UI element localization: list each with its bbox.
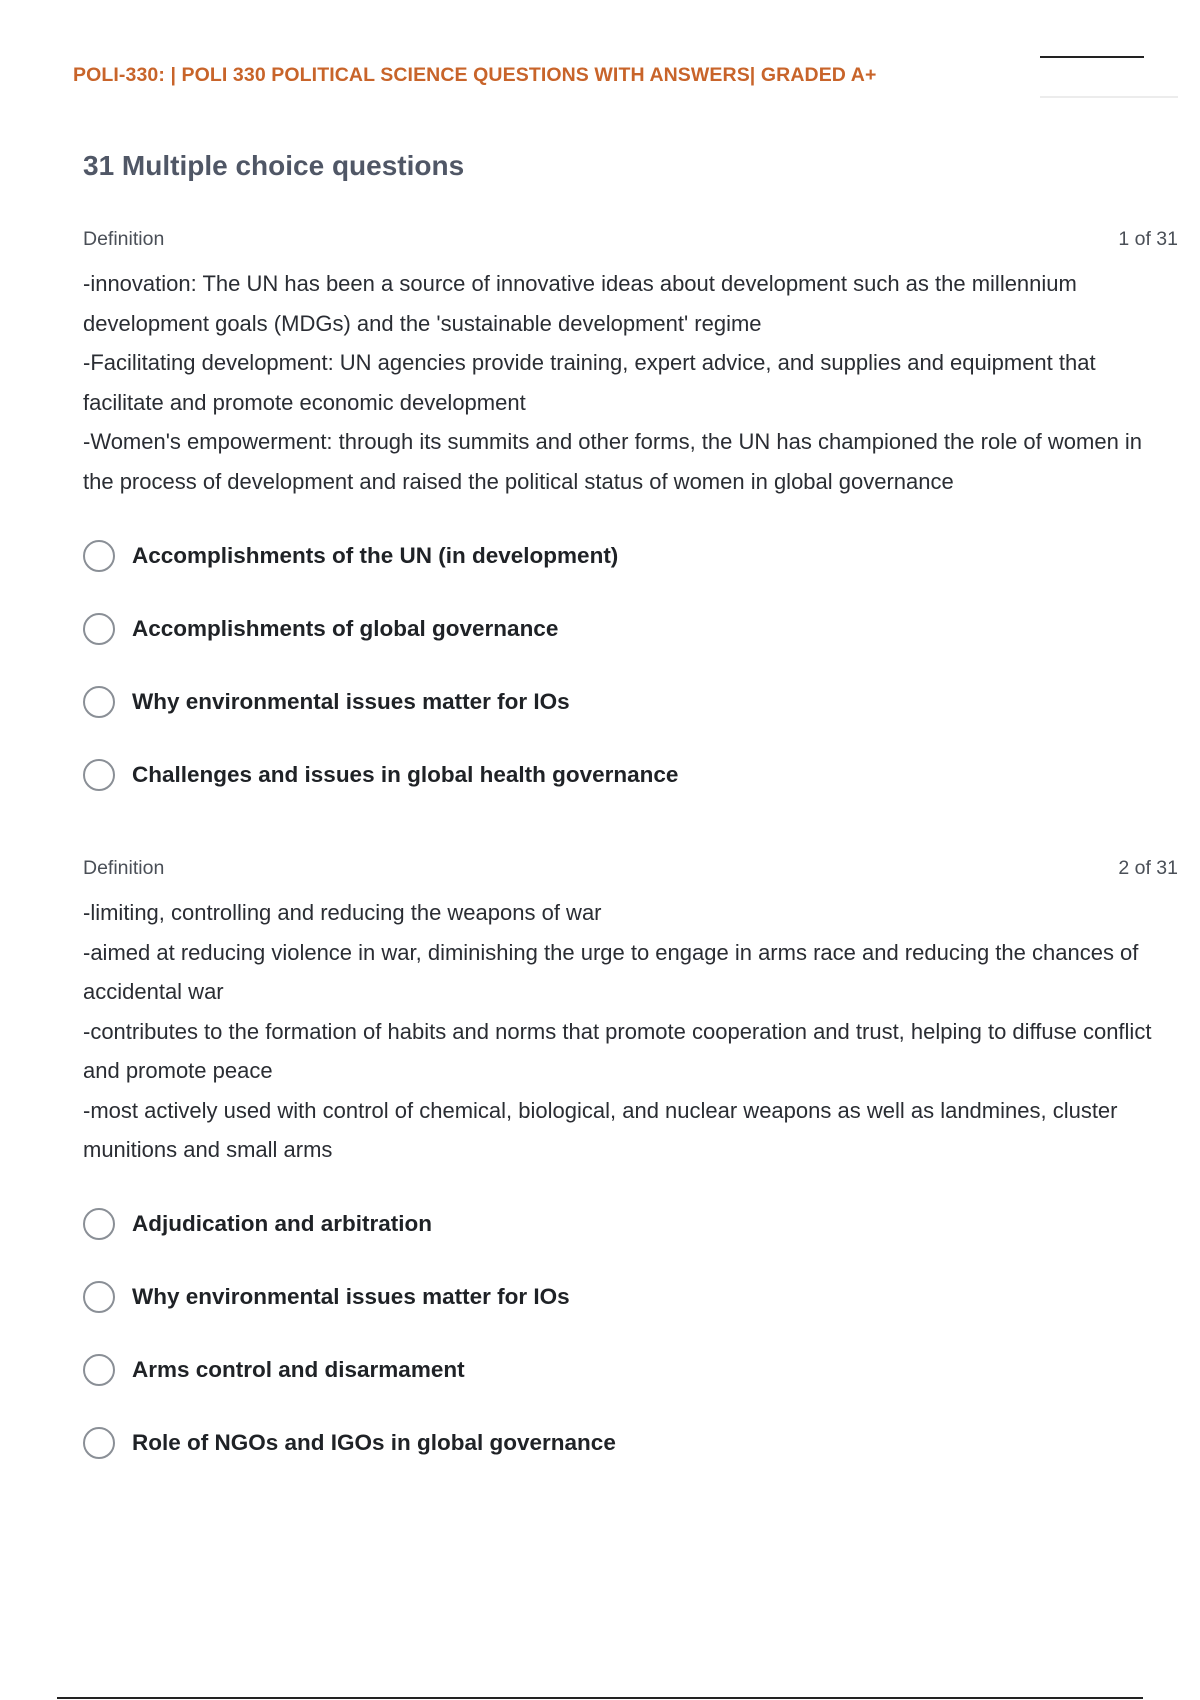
radio-button-icon[interactable] (83, 1354, 115, 1386)
definition-paragraph: -limiting, controlling and reducing the weapons of war (83, 900, 602, 925)
footer-rule (57, 1697, 1143, 1699)
header-rule-bottom (1040, 96, 1178, 98)
radio-button-icon[interactable] (83, 759, 115, 791)
answer-option[interactable] (83, 1261, 1178, 1334)
answer-option[interactable] (83, 738, 1178, 811)
answer-option-label: Adjudication and arbitration (132, 1211, 433, 1236)
radio-button-icon[interactable] (83, 1208, 115, 1240)
question-definition (83, 264, 1158, 501)
question-counter: 2 of 31 (1118, 857, 1178, 879)
answer-option-label: Why environmental issues matter for IOs (132, 688, 570, 714)
answer-options (83, 1188, 1178, 1480)
section-title: 31 Multiple choice questions (83, 150, 465, 181)
answer-option[interactable] (83, 665, 1178, 738)
answer-option[interactable] (83, 1407, 1178, 1480)
answer-option[interactable] (83, 1334, 1178, 1407)
answer-option-label: Challenges and issues in global health governance (132, 761, 679, 787)
definition-paragraph: -aimed at reducing violence in war, diminishing the urge to engage in arms race and reducing the chances of accidental war (83, 939, 1139, 1004)
answer-option-label: Why environmental issues matter for IOs (132, 1284, 570, 1309)
answer-option-label: Accomplishments of the UN (in development) (132, 542, 619, 568)
answer-option-label: Arms control and disarmament (132, 1357, 465, 1382)
definition-paragraph: -most actively used with control of chemical, biological, and nuclear weapons as well as landmines, cluster munitions and small arms (83, 1097, 1118, 1162)
definition-paragraph: -innovation: The UN has been a source of innovative ideas about development such as the millennium development goals (MDGs) and the 'sustainable development' regime (83, 271, 1077, 336)
definition-paragraph: -contributes to the formation of habits and norms that promote cooperation and trust, helping to diffuse conflict and promote peace (83, 1018, 1152, 1083)
question-header (83, 228, 1178, 254)
answer-options (83, 519, 1178, 811)
answer-option-label: Accomplishments of global governance (132, 615, 559, 641)
question-header (83, 857, 1178, 883)
radio-button-icon[interactable] (83, 613, 115, 645)
radio-button-icon[interactable] (83, 1281, 115, 1313)
question-card (83, 228, 1178, 811)
answer-option[interactable] (83, 592, 1178, 665)
answer-option[interactable] (83, 1188, 1178, 1261)
question-card (83, 857, 1178, 1480)
document-header-title: POLI-330: | POLI 330 POLITICAL SCIENCE QUESTIONS WITH ANSWERS| GRADED A+ (73, 64, 877, 86)
definition-paragraph: -Facilitating development: UN agencies provide training, expert advice, and supplies and equipment that facilitate and promote economic development (83, 350, 1096, 415)
question-label: Definition (83, 857, 165, 879)
radio-button-icon[interactable] (83, 540, 115, 572)
definition-paragraph: -Women's empowerment: through its summits and other forms, the UN has championed the role of women in the process of development and raised the political status of women in global governance (83, 429, 1143, 494)
question-definition (83, 893, 1158, 1170)
question-counter: 1 of 31 (1118, 228, 1178, 250)
answer-option[interactable] (83, 519, 1178, 592)
radio-button-icon[interactable] (83, 686, 115, 718)
question-label: Definition (83, 228, 165, 250)
header-rule-top (1040, 56, 1144, 58)
radio-button-icon[interactable] (83, 1427, 115, 1459)
answer-option-label: Role of NGOs and IGOs in global governance (132, 1430, 616, 1455)
